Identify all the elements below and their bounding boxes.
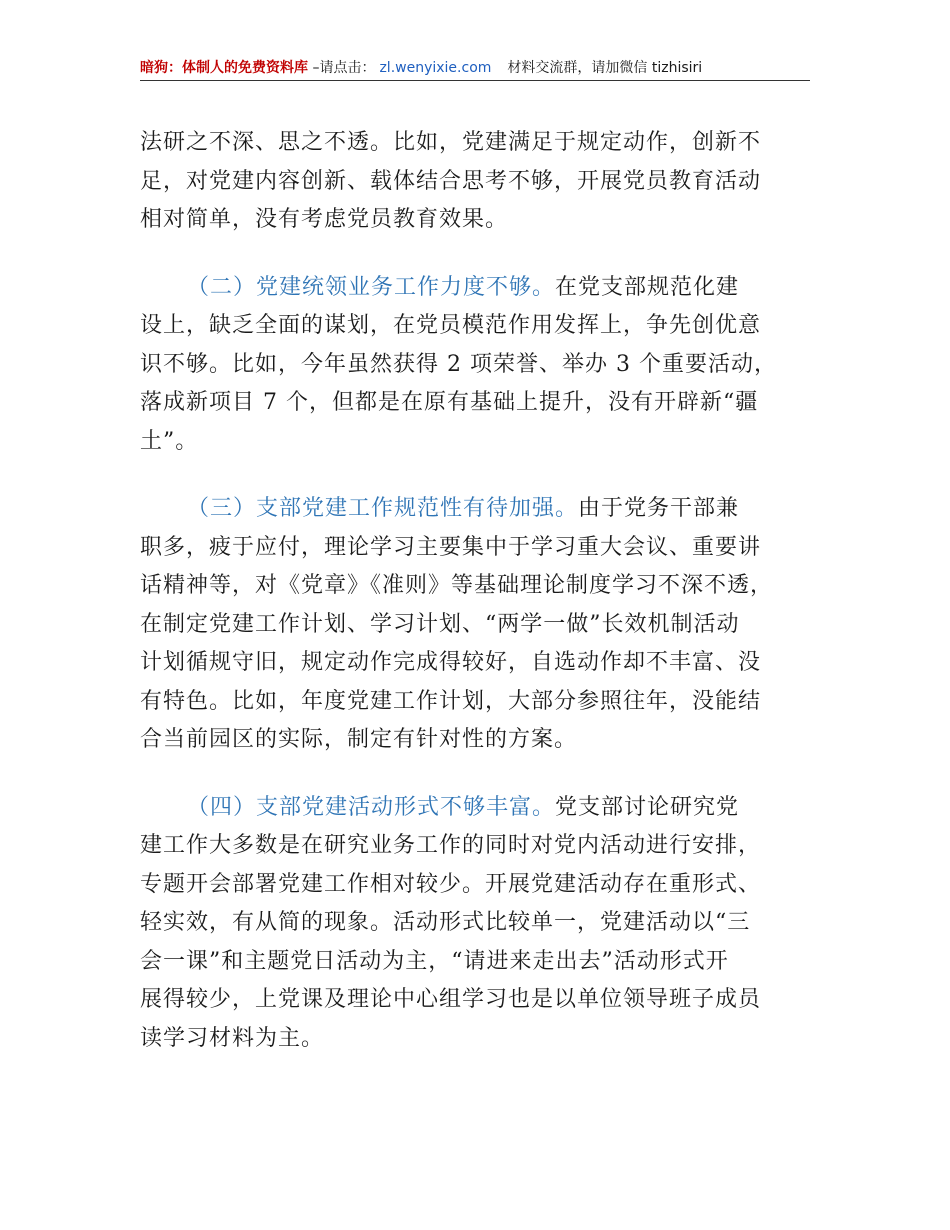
header-group-note: 材料交流群，请加微信 tizhisiri: [507, 60, 703, 76]
text-line: 计划循规守旧，规定动作完成得较好，自选动作却不丰富、没: [140, 650, 762, 675]
text-line: 在党支部规范化建: [555, 274, 740, 300]
text-line: 专题开会部署党建工作相对较少。开展党建活动存在重形式、: [140, 871, 762, 897]
paragraph-3: [140, 490, 820, 760]
text-line: 土”。: [140, 428, 199, 454]
header-url-link[interactable]: zl.wenyixie.com: [379, 60, 492, 76]
paragraph-2: [140, 269, 820, 462]
text-line: 相对简单，没有考虑党员教育效果。: [140, 207, 509, 232]
text-line: 由于党务干部兼: [578, 496, 740, 521]
text-line: 话精神等，对《党章》《准则》等基础理论制度学习不深不透，: [140, 573, 774, 598]
paragraph-1: [140, 124, 820, 240]
text-line: 法研之不深、思之不透。比如，党建满足于规定动作，创新不: [140, 130, 762, 155]
document-body: [140, 124, 820, 1087]
text-line: 有特色。比如，年度党建工作计划，大部分参照往年，没能结: [140, 688, 762, 714]
text-line: 读学习材料为主。: [140, 1025, 325, 1051]
header-divider: [140, 80, 810, 81]
section-heading-2: （二）党建统领业务工作力度不够。: [187, 274, 556, 300]
page-header: [140, 57, 810, 79]
text-line: 建工作大多数是在研究业务工作的同时对党内活动进行安排，: [140, 833, 762, 858]
text-line: 足，对党建内容创新、载体结合思考不够，开展党员教育活动: [140, 168, 762, 194]
text-line: 职多，疲于应付，理论学习主要集中于学习重大会议、重要讲: [140, 534, 762, 560]
text-line: 落成新项目 7 个，但都是在原有基础上提升，没有开辟新“疆: [140, 390, 759, 415]
heading-line: [140, 269, 820, 308]
text-line: 设上，缺乏全面的谋划，在党员模范作用发挥上，争先创优意: [140, 313, 762, 338]
paragraph-4: [140, 789, 820, 1059]
text-line: 识不够。比如，今年虽然获得 2 项荣誉、举办 3 个重要活动，: [140, 351, 777, 377]
heading-line: [140, 490, 820, 529]
text-line: 展得较少，上党课及理论中心组学习也是以单位领导班子成员: [140, 987, 762, 1012]
text-line: 党支部讨论研究党: [555, 794, 740, 820]
heading-line: [140, 789, 820, 828]
text-line: 轻实效，有从简的现象。活动形式比较单一，党建活动以“三: [140, 910, 751, 935]
text-line: 会一课”和主题党日活动为主，“请进来走出去”活动形式开: [140, 948, 729, 974]
text-line: 合当前园区的实际，制定有针对性的方案。: [140, 727, 578, 752]
text-line: 在制定党建工作计划、学习计划、“两学一做”长效机制活动: [140, 611, 740, 637]
section-heading-4: （四）支部党建活动形式不够丰富。: [187, 794, 556, 820]
section-heading-3: （三）支部党建工作规范性有待加强。: [187, 496, 579, 521]
header-click-prompt: –请点击：: [308, 60, 376, 76]
header-brand: 暗狗：体制人的免费资料库: [140, 60, 308, 76]
